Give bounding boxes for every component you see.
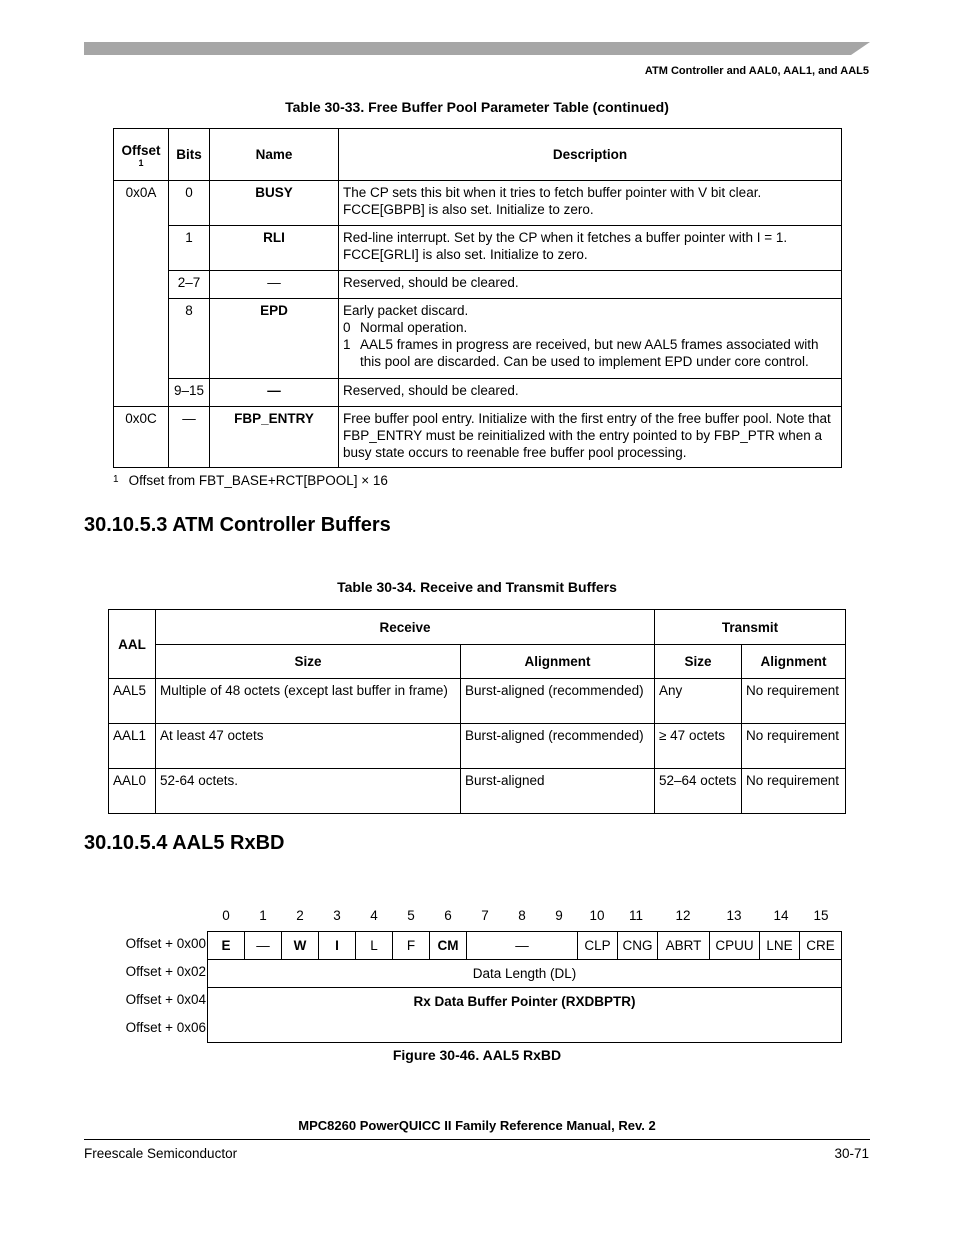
name-cell: —	[210, 379, 339, 407]
free-buffer-pool-table	[113, 128, 842, 468]
field-cng: CNG	[618, 932, 658, 960]
rx-size-cell: At least 47 octets	[156, 724, 461, 769]
table2-caption: Table 30-34. Receive and Transmit Buffers	[337, 579, 617, 595]
aal5-rxbd-register	[207, 931, 842, 1043]
footer-company: Freescale Semiconductor	[84, 1146, 238, 1161]
figure-caption: Figure 30-46. AAL5 RxBD	[392, 1047, 562, 1063]
field-rxdbptr: Rx Data Buffer Pointer (RXDBPTR)	[208, 988, 842, 1016]
field-cpuu: CPUU	[710, 932, 760, 960]
field-clp: CLP	[578, 932, 618, 960]
field-f: F	[393, 932, 430, 960]
offset-label: Offset + 0x06	[125, 1020, 206, 1035]
col-transmit: Transmit	[655, 610, 846, 645]
chapter-title: ATM Controller and AAL0, AAL1, and AAL5	[644, 65, 869, 77]
bit-number: 12	[675, 908, 691, 923]
rx-align-cell: Burst-aligned	[461, 769, 655, 814]
bit-number: 11	[628, 908, 643, 923]
field-data-length: Data Length (DL)	[208, 960, 842, 988]
col-bits: Bits	[169, 129, 210, 181]
description-cell: Reserved, should be cleared.	[339, 379, 842, 407]
bit-number: 7	[481, 908, 489, 923]
bit-number: 5	[407, 908, 415, 923]
table1-caption: Table 30-33. Free Buffer Pool Parameter Table (continued)	[285, 99, 669, 115]
field-rxdbptr-low	[208, 1015, 842, 1043]
offset-footnote-ref: 1	[138, 157, 144, 168]
rx-align-cell: Burst-aligned (recommended)	[461, 724, 655, 769]
table-row	[114, 407, 842, 468]
bits-cell: 1	[169, 226, 210, 271]
tx-align-cell: No requirement	[742, 769, 846, 814]
col-rx-alignment: Alignment	[461, 645, 655, 679]
tx-size-cell: 52–64 octets	[655, 769, 742, 814]
rx-size-cell: 52-64 octets.	[156, 769, 461, 814]
bit-number: 6	[444, 908, 452, 923]
field-cre: CRE	[800, 932, 842, 960]
col-aal: AAL	[109, 610, 156, 679]
table-row	[114, 226, 842, 271]
epd-description: Early packet discard.	[343, 303, 469, 318]
bits-cell: 9–15	[169, 379, 210, 407]
table-row	[109, 679, 846, 724]
name-cell: FBP_ENTRY	[210, 407, 339, 468]
name-cell: —	[210, 271, 339, 299]
offset-label: Offset + 0x00	[125, 936, 206, 951]
bits-cell: —	[169, 407, 210, 468]
tx-align-cell: No requirement	[742, 724, 846, 769]
table-row	[114, 271, 842, 299]
bit-number: 9	[555, 908, 563, 923]
bit-number: 8	[518, 908, 526, 923]
offset-label: Offset + 0x02	[125, 964, 206, 979]
col-description: Description	[339, 129, 842, 181]
bit-number: 3	[333, 908, 341, 923]
name-cell: EPD	[210, 299, 339, 379]
bit-number: 2	[296, 908, 304, 923]
field-i: I	[319, 932, 356, 960]
bit-number: 13	[726, 908, 742, 923]
bit-number: 0	[222, 908, 230, 923]
bit-number: 1	[259, 908, 267, 923]
rx-size-cell: Multiple of 48 octets (except last buffer in frame)	[156, 679, 461, 724]
offset-label: Offset + 0x04	[125, 992, 206, 1007]
aal-cell: AAL5	[109, 679, 156, 724]
description-cell: Red-line interrupt. Set by the CP when it fetches a buffer pointer with I = 1. FCCE[GRLI] is also set. Initialize to zero.	[339, 226, 842, 271]
aal-cell: AAL1	[109, 724, 156, 769]
field-reserved: —	[467, 932, 578, 960]
tx-size-cell: ≥ 47 octets	[655, 724, 742, 769]
field-cm: CM	[430, 932, 467, 960]
name-cell: RLI	[210, 226, 339, 271]
col-name: Name	[210, 129, 339, 181]
table-row	[114, 299, 842, 379]
col-rx-size: Size	[156, 645, 461, 679]
tx-size-cell: Any	[655, 679, 742, 724]
col-tx-size: Size	[655, 645, 742, 679]
receive-transmit-buffers-table	[108, 609, 846, 814]
col-receive: Receive	[156, 610, 655, 645]
name-cell: BUSY	[210, 181, 339, 226]
table-row	[114, 181, 842, 226]
field-w: W	[282, 932, 319, 960]
description-cell: Reserved, should be cleared.	[339, 271, 842, 299]
field-e: E	[208, 932, 245, 960]
footer-manual-title: MPC8260 PowerQUICC II Family Reference Manual, Rev. 2	[298, 1118, 656, 1133]
list-item: 1 AAL5 frames in progress are received, but new AAL5 frames associated with this pool are discarded. Can be used to implement EPD under core control.	[343, 337, 819, 369]
rx-align-cell: Burst-aligned (recommended)	[461, 679, 655, 724]
offset-cell: 0x0A	[114, 181, 169, 407]
section-heading-aal5-rxbd: 30.10.5.4 AAL5 RxBD	[84, 832, 285, 854]
description-cell: Free buffer pool entry. Initialize with the first entry of the free buffer pool. Note that FBP_ENTRY must be reinitialized with the entry pointed to by FBP_PTR when a busy state occurs to reenable free buffer pool processing.	[339, 407, 842, 468]
tx-align-cell: No requirement	[742, 679, 846, 724]
field-abrt: ABRT	[658, 932, 710, 960]
description-cell	[339, 299, 842, 379]
bit-number: 15	[813, 908, 829, 923]
col-tx-alignment: Alignment	[742, 645, 846, 679]
offset-cell: 0x0C	[114, 407, 169, 468]
list-item: 0 Normal operation.	[343, 320, 468, 335]
field-l: L	[356, 932, 393, 960]
field-lne: LNE	[760, 932, 800, 960]
bits-cell: 8	[169, 299, 210, 379]
aal-cell: AAL0	[109, 769, 156, 814]
bits-cell: 0	[169, 181, 210, 226]
bits-cell: 2–7	[169, 271, 210, 299]
bit-number: 10	[589, 908, 605, 923]
bit-number: 4	[370, 908, 378, 923]
bit-number: 14	[773, 908, 789, 923]
description-cell: The CP sets this bit when it tries to fetch buffer pointer with V bit clear. FCCE[GBPB] is also set. Initialize to zero.	[339, 181, 842, 226]
section-heading-atm-buffers: 30.10.5.3 ATM Controller Buffers	[84, 514, 391, 536]
table1-footnote: $^1$ Offset from FBT_BASE+RCT[BPOOL] × 16	[113, 473, 388, 488]
col-offset: Offset 1	[114, 129, 169, 181]
field-reserved: —	[245, 932, 282, 960]
table-row	[109, 724, 846, 769]
footer-rule	[84, 1139, 870, 1140]
table-row	[109, 769, 846, 814]
table-row	[114, 379, 842, 407]
page-number: 30-71	[834, 1146, 869, 1161]
header-bar	[84, 42, 870, 55]
